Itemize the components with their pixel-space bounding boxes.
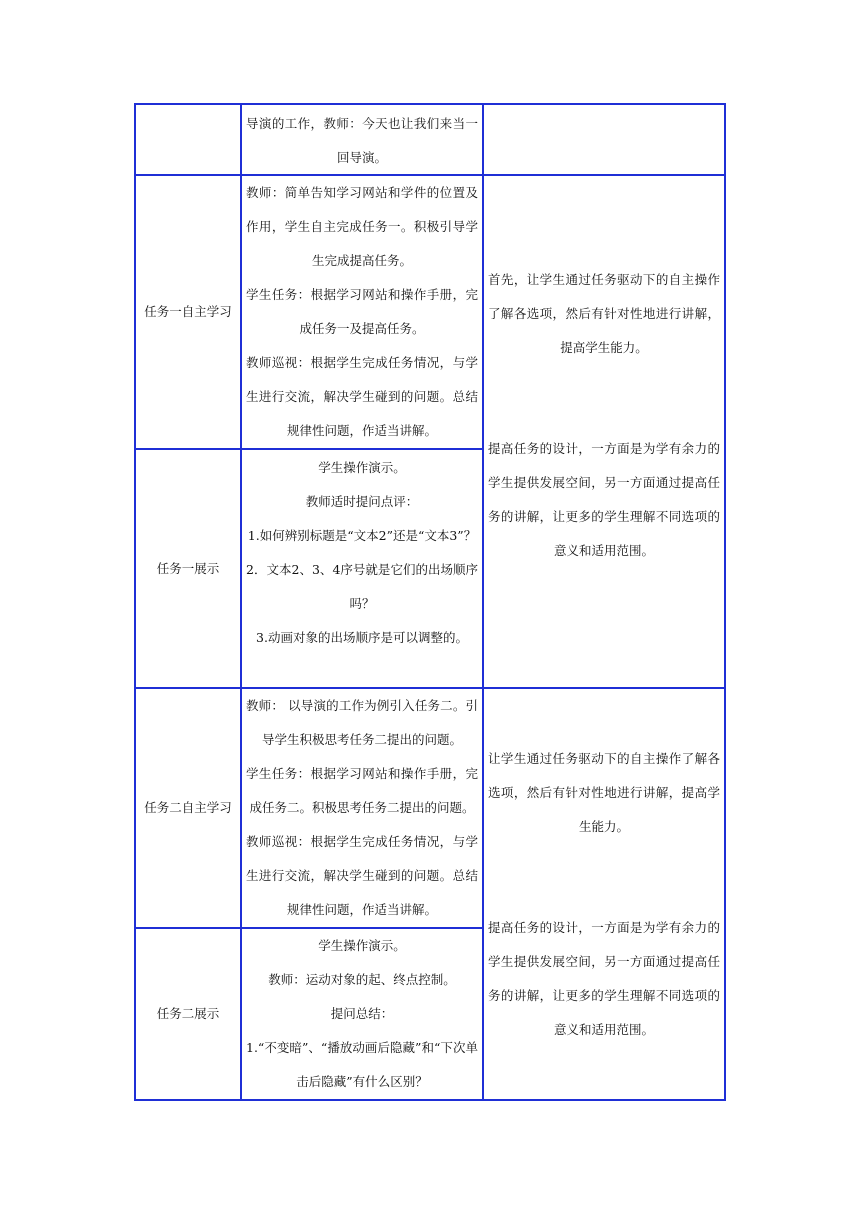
process-paragraph: 3.动画对象的出场顺序是可以调整的。: [256, 630, 468, 645]
activity-cell: [136, 689, 240, 927]
table-border-bottom: [134, 1099, 726, 1101]
process-paragraph: 2．文本2、3、4序号就是它们的出场顺序吗？: [246, 562, 478, 611]
process-paragraph: 教师适时提问点评：: [305, 494, 419, 509]
activity-label: 任务一自主学习: [144, 304, 232, 319]
intent-paragraph: 让学生通过任务驱动下的自主操作了解各选项，然后有针对性地进行讲解，提高学生能力。: [488, 751, 720, 834]
intent-cell: [484, 432, 724, 572]
intent-paragraph: 首先，让学生通过任务驱动下的自主操作了解各选项，然后有针对性地进行讲解，提高学生能力。: [488, 272, 720, 355]
process-paragraph: 教师：简单告知学习网站和学件的位置及作用，学生自主完成任务一。积极引导学生完成提高任务。: [246, 185, 478, 268]
process-paragraph: 提问总结：: [330, 1006, 394, 1021]
intent-cell: [484, 263, 724, 373]
activity-cell: [136, 105, 240, 174]
process-paragraph: 教师： 以导演的工作为例引入任务二。引导学生积极思考任务二提出的问题。: [246, 698, 478, 747]
process-paragraph: 教师巡视：根据学生完成任务情况，与学生进行交流，解决学生碰到的问题。总结规律性问题，作适当讲解。: [246, 834, 478, 917]
intent-paragraph: 提高任务的设计，一方面是为学有余力的学生提供发展空间，另一方面通过提高任务的讲解，让更多的学生理解不同选项的意义和适用范围。: [488, 920, 720, 1037]
process-paragraph: 教师巡视：根据学生完成任务情况，与学生进行交流，解决学生碰到的问题。总结规律性问题，作适当讲解。: [246, 355, 478, 438]
activity-label: 任务二展示: [156, 1006, 220, 1021]
activity-label: 任务一展示: [156, 560, 220, 576]
process-cell: [242, 451, 482, 687]
intent-cell: [484, 911, 724, 1051]
process-paragraph: 1.“不变暗”、“播放动画后隐藏”和“下次单击后隐藏”有什么区别？: [246, 1040, 478, 1089]
process-paragraph: 导演的工作，教师：今天也让我们来当一回导演。: [246, 116, 478, 165]
intent-cell: [484, 107, 724, 174]
process-cell: [242, 929, 482, 1099]
process-cell: [242, 107, 482, 174]
process-paragraph: 教师：运动对象的起、终点控制。: [268, 972, 456, 987]
process-paragraph: 学生操作演示。: [318, 938, 406, 953]
activity-cell: [136, 176, 240, 448]
process-paragraph: 学生任务：根据学习网站和操作手册，完成任务二。积极思考任务二提出的问题。: [246, 766, 478, 815]
process-cell: [242, 176, 482, 448]
process-paragraph: 1.如何辨别标题是“文本2”还是“文本3”？: [247, 528, 477, 543]
table-border-right: [724, 103, 726, 1101]
intent-cell: [484, 742, 724, 852]
activity-cell: [136, 929, 240, 1099]
activity-label: 任务二自主学习: [144, 800, 232, 815]
process-cell: [242, 689, 482, 927]
process-paragraph: 学生操作演示。: [318, 460, 406, 475]
process-paragraph: 学生任务：根据学习网站和操作手册，完成任务一及提高任务。: [246, 287, 478, 336]
activity-cell: [136, 450, 240, 687]
intent-paragraph: 提高任务的设计，一方面是为学有余力的学生提供发展空间，另一方面通过提高任务的讲解，让更多的学生理解不同选项的意义和适用范围。: [488, 441, 720, 558]
